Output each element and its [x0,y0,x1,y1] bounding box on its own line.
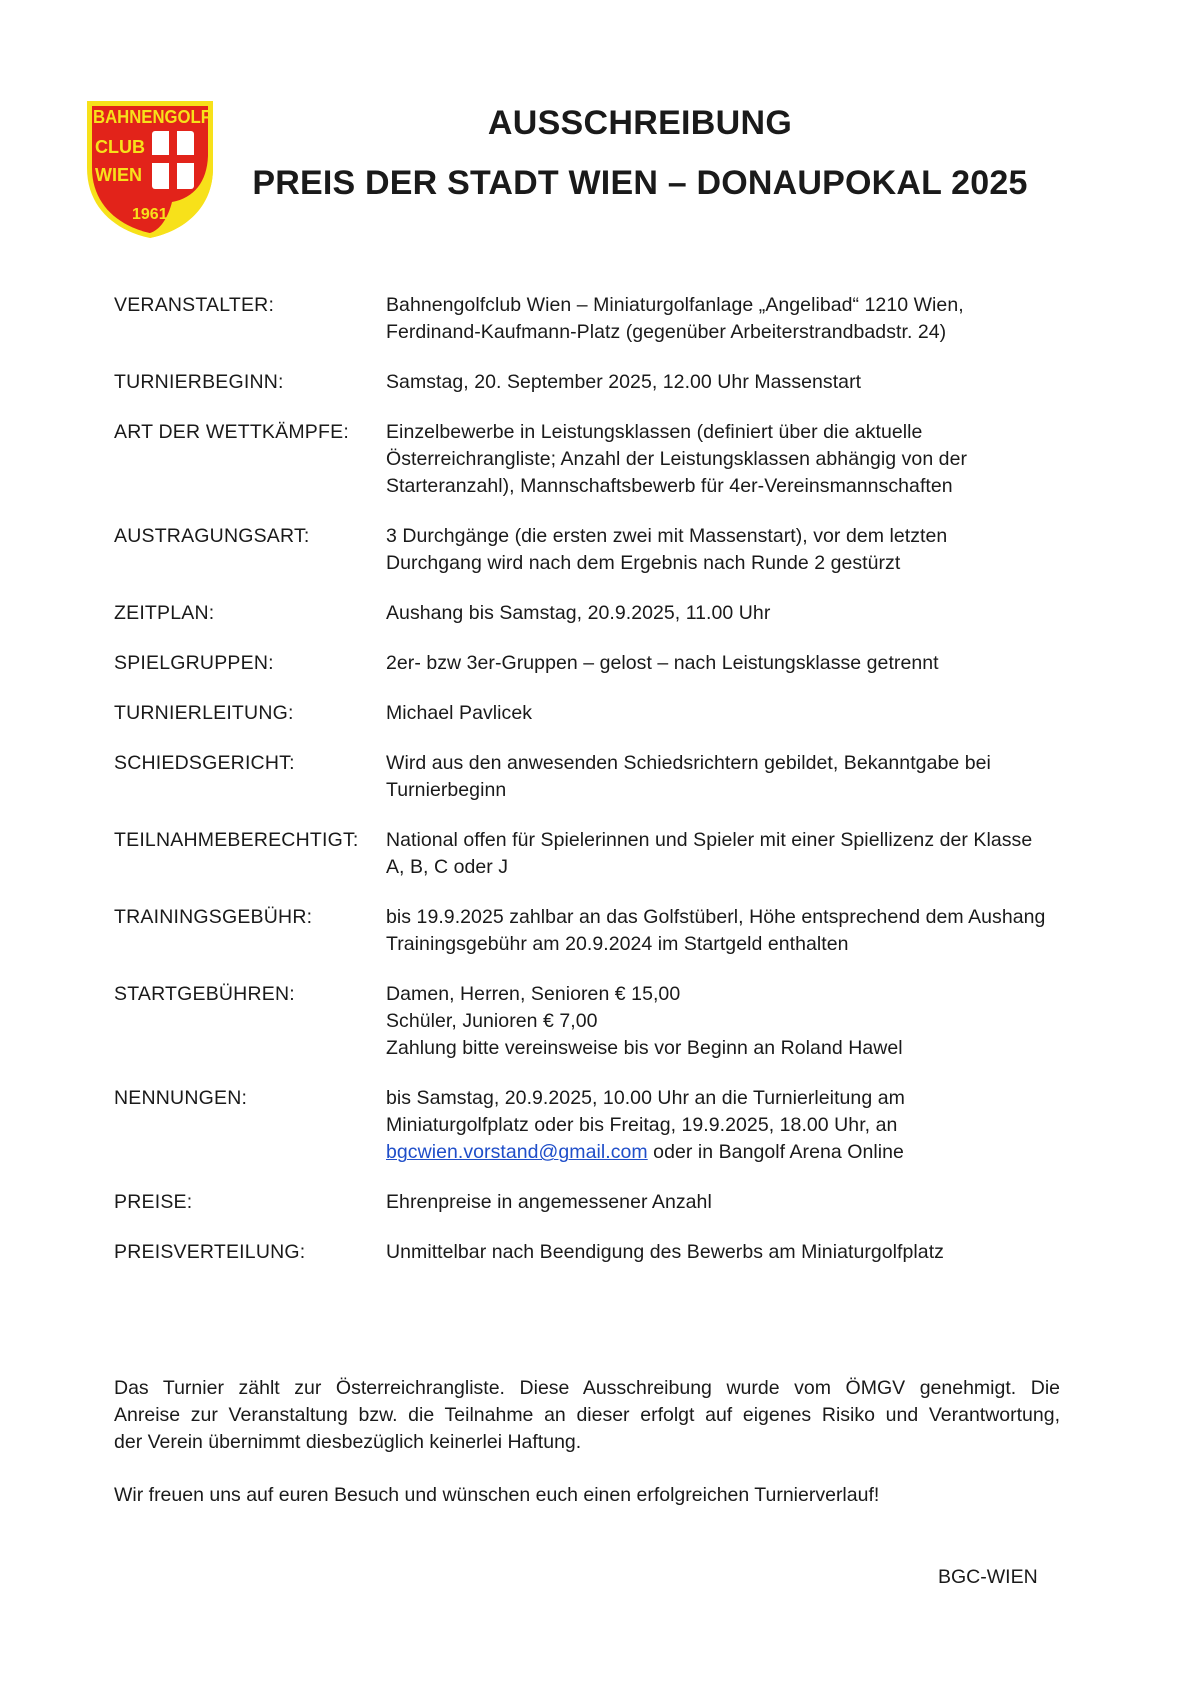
row-value [386,700,1074,727]
row-value-line: Miniaturgolfplatz oder bis Freitag, 19.9.2025, 18.00 Uhr, an [386,1114,898,1136]
row-value-line: Einzelbewerbe in Leistungsklassen (definiert über die aktuelle [386,421,923,443]
info-row [114,1085,1074,1166]
info-row [114,369,1074,396]
logo-text-line3: WIEN [95,165,142,185]
row-value [386,1239,1074,1266]
club-logo [84,98,216,240]
info-row [114,981,1074,1062]
row-value [386,1085,1074,1166]
row-value-line: Bahnengolfclub Wien – Miniaturgolfanlage „Angelibad“ 1210 Wien, [386,294,964,316]
info-table [114,292,1074,1289]
row-value [386,827,1074,881]
email-link[interactable]: bgcwien.vorstand@gmail.com [386,1141,648,1163]
row-value-line: Samstag, 20. September 2025, 12.00 Uhr Massenstart [386,371,862,393]
row-value [386,750,1074,804]
row-value [386,369,1074,396]
info-row [114,904,1074,958]
row-value-line: Durchgang wird nach dem Ergebnis nach Runde 2 gestürzt [386,552,901,574]
row-value-line: Damen, Herren, Senioren € 15,00 [386,983,681,1005]
row-value-line [386,1139,1074,1166]
row-label: AUSTRAGUNGSART: [114,525,310,547]
row-value-line: Aushang bis Samstag, 20.9.2025, 11.00 Uhr [386,602,771,624]
footer-text [114,1375,1060,1456]
logo-text-line1: BAHNENGOLF [93,107,211,127]
row-value [386,1189,1074,1216]
row-value-line: A, B, C oder J [386,856,509,878]
info-row [114,419,1074,500]
row-value-line: Starteranzahl), Mannschaftsbewerb für 4er-Vereinsmannschaften [386,475,953,497]
row-label: SPIELGRUPPEN: [114,652,274,674]
footer-line-2: Anreise zur Veranstaltung bzw. die Teilnahme an dieser erfolgt auf eigenes Risiko und Verantwortung, [114,1404,1060,1426]
row-label: TRAININGSGEBÜHR: [114,906,313,928]
row-value-line: Schüler, Junioren € 7,00 [386,1010,598,1032]
row-label: SCHIEDSGERICHT: [114,752,295,774]
row-value-line: Unmittelbar nach Beendigung des Bewerbs am Miniaturgolfplatz [386,1241,944,1263]
row-value-line: Zahlung bitte vereinsweise bis vor Beginn an Roland Hawel [386,1037,903,1059]
row-label: ZEITPLAN: [114,602,215,624]
row-value [386,650,1074,677]
logo-text-line2: CLUB [95,137,145,157]
row-label: STARTGEBÜHREN: [114,983,295,1005]
row-label: TURNIERBEGINN: [114,371,284,393]
row-value-line: Turnierbeginn [386,779,507,801]
info-row [114,700,1074,727]
row-value-line: bis 19.9.2025 zahlbar an das Golfstüberl, Höhe entsprechend dem Aushang [386,906,1046,928]
row-value [386,523,1074,577]
row-label: PREISVERTEILUNG: [114,1241,306,1263]
signature: BGC-WIEN [938,1566,1038,1588]
info-row [114,292,1074,346]
row-label: TURNIERLEITUNG: [114,702,294,724]
row-label: ART DER WETTKÄMPFE: [114,421,349,443]
footer-line-1: Das Turnier zählt zur Österreichrangliste. Diese Ausschreibung wurde vom ÖMGV genehmigt. Die [114,1377,1060,1399]
row-value-line: Ehrenpreise in angemessener Anzahl [386,1191,712,1213]
row-value-line: Österreichrangliste; Anzahl der Leistungsklassen abhängig von der [386,448,968,470]
info-row [114,1189,1074,1216]
row-label: NENNUNGEN: [114,1087,248,1109]
row-value [386,904,1074,958]
info-row [114,827,1074,881]
row-label: TEILNAHMEBERECHTIGT: [114,829,359,851]
page-title: AUSSCHREIBUNG [487,104,793,142]
row-value-line: Ferdinand-Kaufmann-Platz (gegenüber Arbeiterstrandbadstr. 24) [386,321,947,343]
info-row [114,650,1074,677]
row-value-line: National offen für Spielerinnen und Spieler mit einer Spiellizenz der Klasse [386,829,1033,851]
info-row [114,600,1074,627]
row-value-line: Michael Pavlicek [386,702,533,724]
row-value-line: Trainingsgebühr am 20.9.2024 im Startgeld enthalten [386,933,849,955]
page-subtitle: PREIS DER STADT WIEN – DONAUPOKAL 2025 [252,164,1028,202]
row-value [386,981,1074,1062]
row-label: VERANSTALTER: [114,294,275,316]
row-value [386,600,1074,627]
info-row [114,750,1074,804]
row-label: PREISE: [114,1191,193,1213]
row-value-text: oder in Bangolf Arena Online [647,1141,904,1163]
row-value [386,419,1074,500]
info-row [114,523,1074,577]
row-value [386,292,1074,346]
closing-sentence: Wir freuen uns auf euren Besuch und wünschen euch einen erfolgreichen Turnierverlauf! [114,1484,880,1506]
logo-year: 1961 [132,206,168,223]
row-value-line: 3 Durchgänge (die ersten zwei mit Massenstart), vor dem letzten [386,525,948,547]
row-value-line: 2er- bzw 3er-Gruppen – gelost – nach Leistungsklasse getrennt [386,652,939,674]
info-row [114,1239,1074,1266]
row-value-line: bis Samstag, 20.9.2025, 10.00 Uhr an die Turnierleitung am [386,1087,905,1109]
footer-line-3: der Verein übernimmt diesbezüglich keinerlei Haftung. [114,1431,582,1453]
row-value-line: Wird aus den anwesenden Schiedsrichtern gebildet, Bekanntgabe bei [386,752,991,774]
